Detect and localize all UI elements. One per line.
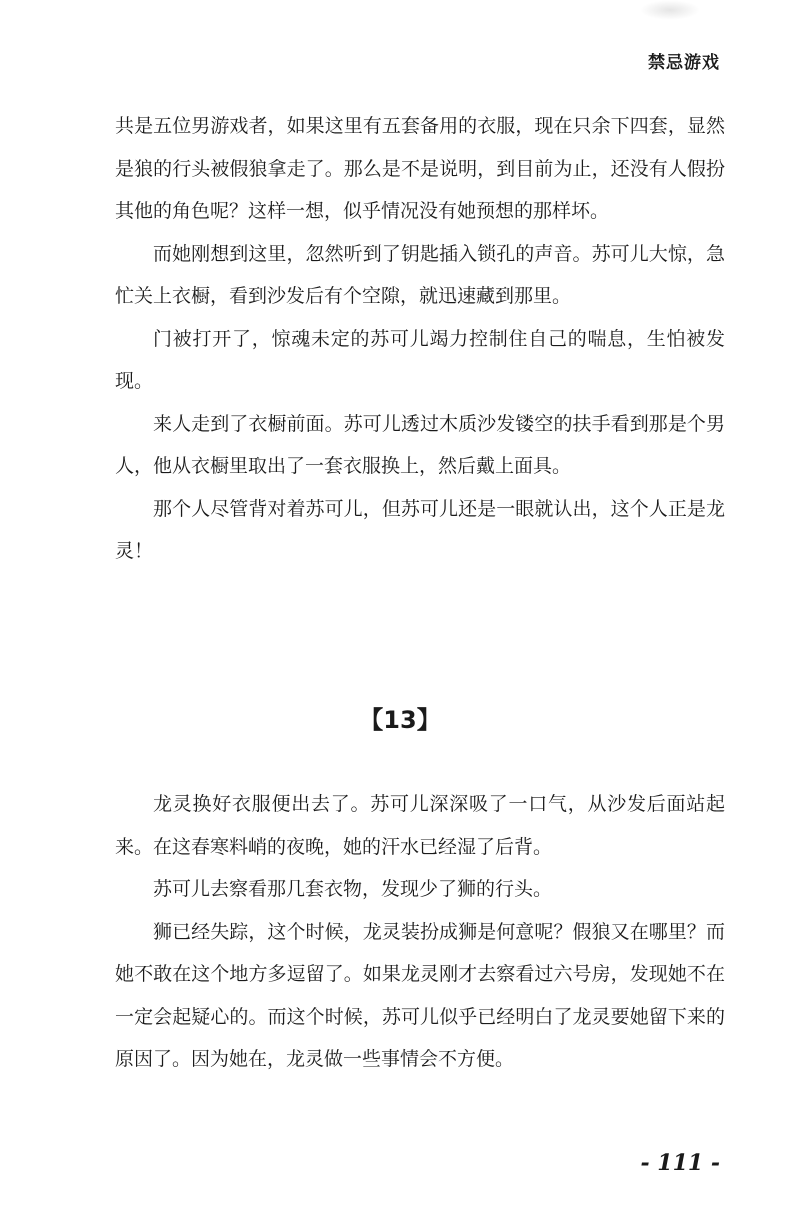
running-header-book-title: 禁忌游戏	[648, 53, 720, 73]
chapter-open-bracket: 【	[359, 706, 384, 734]
paragraph: 而她刚想到这里，忽然听到了钥匙插入锁孔的声音。苏可儿大惊，急忙关上衣橱，看到沙发后有个空隙，就迅速藏到那里。	[115, 242, 725, 307]
chapter-number: 13	[383, 706, 417, 734]
paragraph: 龙灵换好衣服便出去了。苏可儿深深吸了一口气，从沙发后面站起来。在这春寒料峭的夜晚，她的汗水已经湿了后背。	[115, 793, 725, 858]
paragraph: 苏可儿去察看那几套衣物，发现少了狮的行头。	[153, 878, 553, 900]
chapter-close-bracket: 】	[416, 706, 441, 734]
scan-smudge	[640, 0, 700, 20]
page-number: - 111 -	[640, 1150, 720, 1176]
chapter-heading	[0, 700, 800, 735]
paragraph: 共是五位男游戏者，如果这里有五套备用的衣服，现在只余下四套，显然是狼的行头被假狼拿走了。那么是不是说明，到目前为止，还没有人假扮其他的角色呢？这样一想，似乎情况没有她预想的那样坏。	[115, 115, 725, 222]
paragraph: 来人走到了衣橱前面。苏可儿透过木质沙发镂空的扶手看到那是个男人，他从衣橱里取出了一套衣服换上，然后戴上面具。	[115, 412, 725, 477]
paragraph: 那个人尽管背对着苏可儿，但苏可儿还是一眼就认出，这个人正是龙灵！	[115, 497, 725, 562]
text-block-before-chapter	[115, 105, 725, 573]
paragraph: 门被打开了，惊魂未定的苏可儿竭力控制住自己的喘息，生怕被发现。	[115, 327, 725, 392]
paragraph: 狮已经失踪，这个时候，龙灵装扮成狮是何意呢？假狼又在哪里？而她不敢在这个地方多逗留了。如果龙灵刚才去察看过六号房，发现她不在一定会起疑心的。而这个时候，苏可儿似乎已经明白了龙灵要她留下来的原因了。因为她在，龙灵做一些事情会不方便。	[115, 920, 725, 1070]
text-block-chapter-13	[115, 783, 725, 1081]
